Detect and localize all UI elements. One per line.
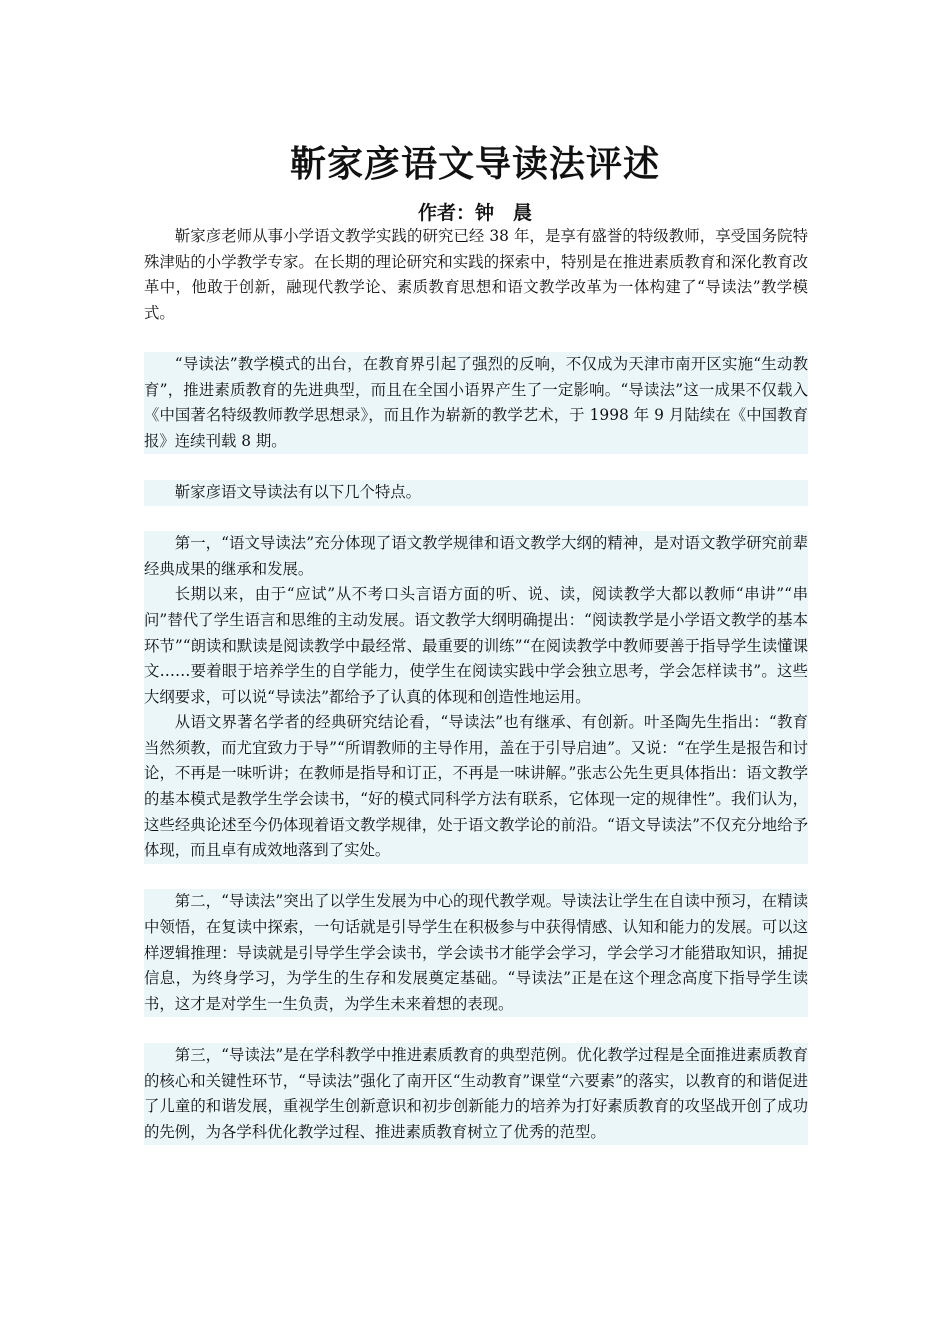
paragraph-point-one: 第一，“语文导读法”充分体现了语文教学规律和语文教学大纲的精神，是对语文教学研究前辈经典成果的继承和发展。 <box>144 531 808 582</box>
document-title: 靳家彦语文导读法评述 <box>289 143 660 185</box>
paragraph-syllabus: 长期以来，由于“应试”从不考口头言语方面的听、说、读，阅读教学大都以教师“串讲”“串问”替代了学生语言和思维的主动发展。语文教学大纲明确提出：“阅读教学是小学语文教学的基本环节”“朗读和默读是阅读教学中最经常、最重要的训练”“在阅读教学中教师要善于指导学生读懂课文……要着眼于培养学生的自学能力，使学生在阅读实践中学会独立思考，学会怎样读书”。这些大纲要求，可以说“导读法”都给予了认真的体现和创造性地运用。 <box>144 582 808 710</box>
paragraph-intro: 靳家彦老师从事小学语文教学实践的研究已经 38 年，是享有盛誉的特级教师，享受国务院特殊津贴的小学教学专家。在长期的理论研究和实践的探索中，特别是在推进素质教育和深化教育改革中，他敢于创新，融现代教学论、素质教育思想和语文教学改革为一体构建了“导读法”教学模式。 <box>144 227 808 322</box>
paragraph-gap <box>144 864 808 890</box>
paragraph-gap <box>144 326 808 352</box>
paragraph-scholars: 从语文界著名学者的经典研究结论看，“导读法”也有继承、有创新。叶圣陶先生指出：“教育当然须教，而尤宜致力于导”“所谓教师的主导作用，盖在于引导启迪”。又说：“在学生是报告和讨论，不再是一味听讲；在教师是指导和订正，不再是一味讲解。”张志公先生更具体指出：语文教学的基本模式是教学生学会读书，“好的模式同科学方法有联系，它体现一定的规律性”。我们认为，这些经典论述至今仍体现着语文教学规律，处于语文教学论的前沿。“语文导读法”不仅充分地给予体现，而且卓有成效地落到了实处。 <box>144 710 808 864</box>
paragraph-point-two: 第二，“导读法”突出了以学生发展为中心的现代教学观。导读法让学生在自读中预习，在精读中领悟，在复读中探索，一句话就是引导学生在积极参与中获得情感、认知和能力的发展。可以这样逻辑推理：导读就是引导学生学会读书，学会读书才能学会学习，学会学习才能猎取知识，捕捉信息，为终身学习，为学生的生存和发展奠定基础。“导读法”正是在这个理念高度下指导学生读书，这才是对学生一生负责，为学生未来着想的表现。 <box>144 889 808 1017</box>
paragraph-gap <box>144 1017 808 1043</box>
paragraph-impact: “导读法”教学模式的出台，在教育界引起了强烈的反响，不仅成为天津市南开区实施“生动教育”，推进素质教育的先进典型，而且在全国小语界产生了一定影响。“导读法”这一成果不仅载入《中国著名特级教师教学思想录》，而且作为崭新的教学艺术，于 1998 年 9 月陆续在《中国教育报》连续刊载 8 期。 <box>144 352 808 454</box>
paragraph-point-three: 第三，“导读法”是在学科教学中推进素质教育的典型范例。优化教学过程是全面推进素质教育的核心和关键性环节，“导读法”强化了南开区“生动教育”课堂“六要素”的落实，以教育的和谐促进了儿童的和谐发展，重视学生创新意识和初步创新能力的培养为打好素质教育的攻坚战开创了成功的先例，为各学科优化教学过程、推进素质教育树立了优秀的范型。 <box>144 1043 808 1145</box>
paragraph-gap <box>144 454 808 480</box>
paragraph-gap <box>144 506 808 532</box>
author-line: 作者：钟 晨 <box>417 202 532 224</box>
article-body <box>144 224 808 1145</box>
paragraph-features-intro: 靳家彦语文导读法有以下几个特点。 <box>144 480 808 506</box>
